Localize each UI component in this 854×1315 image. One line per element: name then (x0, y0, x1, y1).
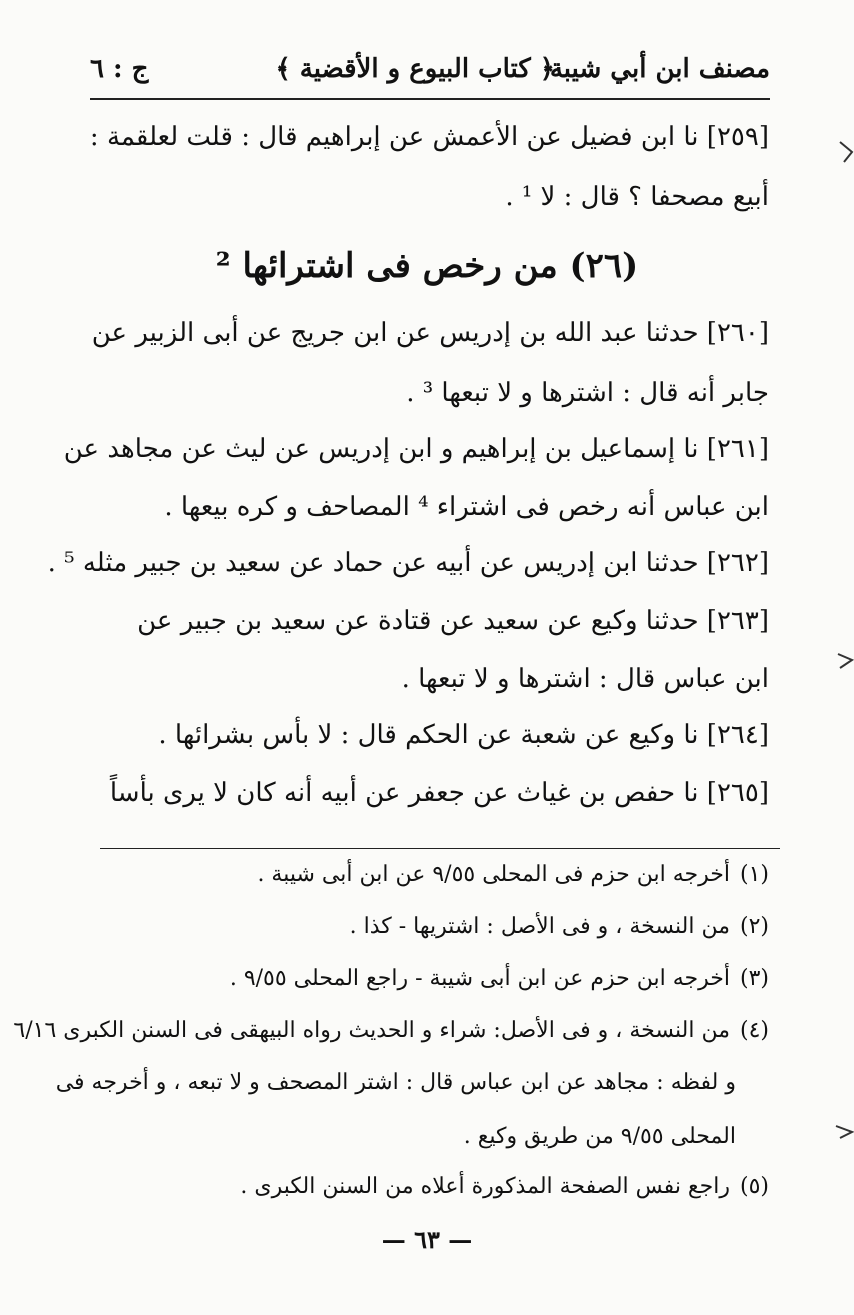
book-title: مصنف ابن أبي شيبة (549, 54, 770, 84)
footnote-3 (230, 966, 769, 991)
hadith-263-line-2: ابن عباس قال : اشترها و لا تبعها . (401, 664, 769, 694)
header-rule (90, 98, 770, 100)
hadith-261-line-1: [٢٦١] نا إسماعيل بن إبراهيم و ابن إدريس عن ليث عن مجاهد عن (63, 434, 769, 464)
margin-mark-icon (838, 138, 854, 164)
footnote-text: من النسخة ، و فى الأصل : اشتريها - كذا . (349, 914, 730, 939)
margin-mark-icon (834, 1122, 854, 1140)
footnote-text: من النسخة ، و فى الأصل: شراء و الحديث رواه البيهقى فى السنن الكبرى ٦/١٦ (13, 1018, 730, 1043)
footnote-number: (٣) (739, 966, 769, 991)
footnote-text: أخرجه ابن حزم عن ابن أبى شيبة - راجع المحلى ٩/٥٥ . (229, 966, 730, 991)
hadith-261-line-2: ابن عباس أنه رخص فى اشتراء ⁴ المصاحف و كره بيعها . (164, 492, 769, 522)
hadith-265-line-1: [٢٦٥] نا حفص بن غياث عن جعفر عن أبيه أنه كان لا يرى بأساً (109, 778, 769, 808)
footnote-4-continuation-2: المحلى ٩/٥٥ من طريق وكيع . (463, 1124, 736, 1149)
volume-label: ج : ٦ (90, 54, 149, 84)
footnote-number: (١) (739, 862, 769, 887)
footnote-number: (٤) (739, 1018, 769, 1043)
footnote-1 (257, 862, 769, 887)
footnote-rule (100, 848, 780, 849)
hadith-260-line-1: [٢٦٠] حدثنا عبد الله بن إدريس عن ابن جريج عن أبى الزبير عن (91, 318, 769, 348)
margin-mark-icon (836, 648, 854, 670)
footnote-4 (13, 1018, 769, 1043)
footnote-5 (240, 1174, 769, 1199)
hadith-264-line-1: [٢٦٤] نا وكيع عن شعبة عن الحكم قال : لا بأس بشرائها . (158, 720, 769, 750)
section-title: ﴿ كتاب البيوع و الأقضية ﴾ (275, 54, 555, 84)
hadith-259-line-2: أبيع مصحفا ؟ قال : لا ¹ . (505, 182, 769, 212)
footnote-2 (350, 914, 769, 939)
hadith-260-line-2: جابر أنه قال : اشترها و لا تبعها ³ . (406, 378, 769, 408)
hadith-263-line-1: [٢٦٣] حدثنا وكيع عن سعيد عن قتادة عن سعيد بن جبير عن (137, 606, 769, 636)
footnote-number: (٢) (739, 914, 769, 939)
running-header (90, 48, 770, 98)
footnote-text: أخرجه ابن حزم فى المحلى ٩/٥٥ عن ابن أبى شيبة . (257, 862, 730, 887)
hadith-259-line-1: [٢٥٩] نا ابن فضيل عن الأعمش عن إبراهيم قال : قلت لعلقمة : (89, 122, 769, 152)
hadith-262-line-1: [٢٦٢] حدثنا ابن إدريس عن أبيه عن حماد عن سعيد بن جبير مثله ⁵ . (47, 548, 769, 578)
chapter-title: (٢٦) من رخص فى اشترائها ² (215, 246, 639, 286)
footnote-number: (٥) (739, 1174, 769, 1199)
page-number: — ٦٣ — (381, 1225, 473, 1254)
footnote-text: راجع نفس الصفحة المذكورة أعلاه من السنن الكبرى . (240, 1174, 730, 1199)
footnote-4-continuation-1: و لفظه : مجاهد عن ابن عباس قال : اشتر المصحف و لا تبعه ، و أخرجه فى (55, 1070, 736, 1095)
